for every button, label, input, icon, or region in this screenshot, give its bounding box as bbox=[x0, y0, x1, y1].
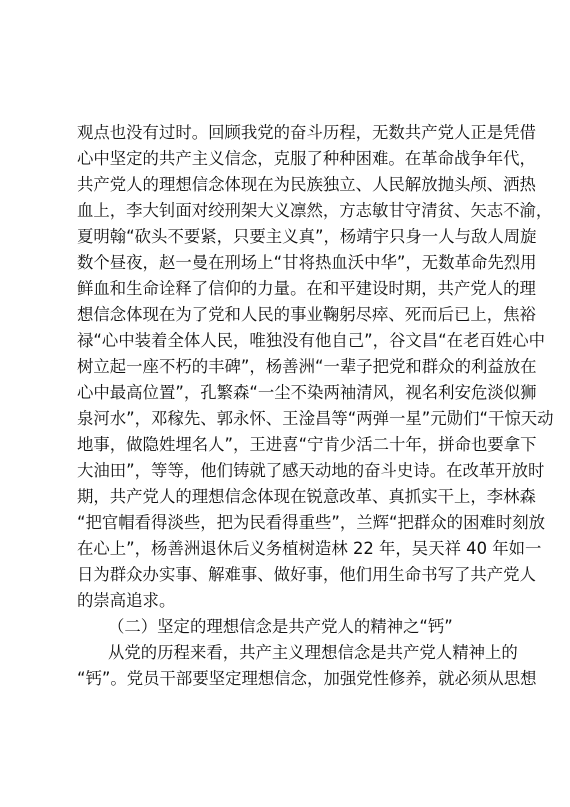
text-line: 树立起一座不朽的丰碑”，杨善洲“一辈子把党和群众的利益放在 bbox=[77, 357, 537, 376]
text-line: “钙”。党员干部要坚定理想信念，加强党性修养，就必须从思想 bbox=[77, 669, 537, 688]
text-line: 大油田”，等等，他们铸就了感天动地的奋斗史诗。在改革开放时 bbox=[77, 461, 545, 480]
text-line: 共产党人的理想信念体现在为民族独立、人民解放抛头颅、洒热 bbox=[77, 175, 536, 194]
text-line: 数个昼夜，赵一曼在刑场上“甘将热血沃中华”，无数革命先烈用 bbox=[77, 253, 537, 272]
text-line: 地事，做隐姓埋名人”，王进喜“宁肯少活二十年，拼命也要拿下 bbox=[77, 435, 537, 454]
text-line: 禄“心中装着全体人民，唯独没有他自己”，谷文昌“在老百姓心中 bbox=[77, 331, 546, 350]
text-line: 心中最高位置”，孔繁森“一尘不染两袖清风，视名利安危淡似狮 bbox=[77, 383, 537, 402]
text-line: 期，共产党人的理想信念体现在锐意改革、真抓实干上，李林森 bbox=[77, 487, 536, 506]
text-line: 心中坚定的共产主义信念，克服了种种困难。在革命战争年代， bbox=[77, 149, 536, 168]
text-line: 夏明翰“砍头不要紧，只要主义真”，杨靖宇只身一人与敌人周旋 bbox=[77, 227, 537, 246]
text-line: 的崇高追求。 bbox=[77, 591, 176, 610]
text-line: 血上，李大钊面对绞刑架大义凛然，方志敏甘守清贫、矢志不渝， bbox=[77, 201, 553, 220]
text-line: 观点也没有过时。回顾我党的奋斗历程，无数共产党人正是凭借 bbox=[77, 123, 536, 142]
text-line: 从党的历程来看，共产主义理想信念是共产党人精神上的 bbox=[108, 643, 518, 662]
section-heading: （二）坚定的理想信念是共产党人的精神之“钙” bbox=[108, 617, 453, 636]
text-line: 日为群众办实事、解难事、做好事，他们用生命书写了共产党人 bbox=[77, 565, 536, 584]
text-line: 鲜血和生命诠释了信仰的力量。在和平建设时期，共产党人的理 bbox=[77, 279, 536, 298]
body-text bbox=[77, 120, 554, 692]
text-line: “把官帽看得淡些，把为民看得重些”，兰辉“把群众的困难时刻放 bbox=[77, 513, 546, 532]
text-line: 想信念体现在为了党和人民的事业鞠躬尽瘁、死而后已上，焦裕 bbox=[77, 305, 536, 324]
text-line: 在心上”，杨善洲退休后义务植树造林 22 年，吴天祥 40 年如一 bbox=[77, 539, 542, 558]
text-line: 泉河水”，邓稼先、郭永怀、王淦昌等“两弹一星”元勋们“干惊天动 bbox=[77, 409, 554, 428]
